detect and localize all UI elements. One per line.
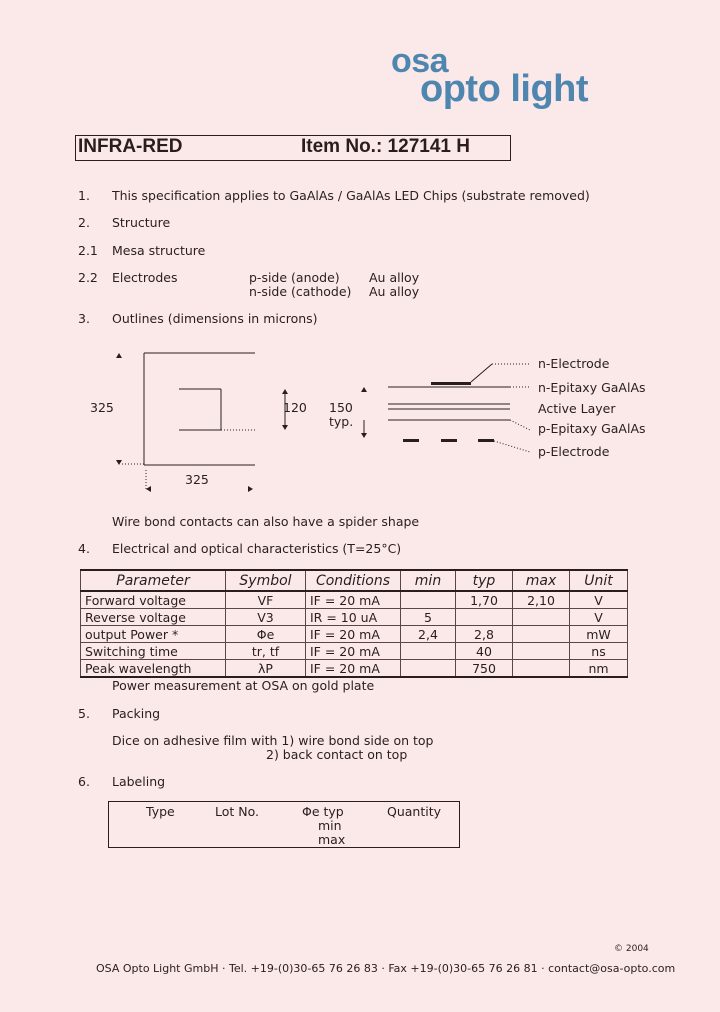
electrode-p-material: Au alloy — [369, 270, 420, 285]
cell-parameter: Reverse voltage — [81, 609, 226, 626]
packing-option-2: 2) back contact on top — [266, 747, 408, 762]
logo-opto-light: opto light — [420, 68, 589, 110]
wire-bond-note: Wire bond contacts can also have a spider shape — [112, 514, 420, 529]
cell-symbol: Φe — [226, 626, 306, 643]
power-note: Power measurement at OSA on gold plate — [112, 678, 375, 693]
logo-osa: osa — [391, 42, 449, 80]
label-min: min — [318, 818, 342, 833]
section-2-text: Structure — [112, 215, 171, 230]
layer-label: Active Layer — [538, 401, 616, 416]
section-2-1-text: Mesa structure — [112, 243, 206, 258]
arrow-up-icon — [116, 353, 122, 358]
dim-325-horizontal: 325 — [185, 472, 209, 487]
category-title: INFRA-RED — [78, 136, 183, 157]
dim-150: 150 — [329, 400, 353, 415]
arrow-up-icon — [361, 387, 367, 392]
dim-typ: typ. — [329, 414, 354, 429]
table-header-row — [81, 570, 628, 591]
section-5-number: 5. — [78, 706, 90, 721]
label-type: Type — [146, 804, 175, 819]
arrow-down-icon — [282, 425, 288, 430]
cell-parameter: output Power * — [81, 626, 226, 643]
cell-symbol: λP — [226, 660, 306, 678]
layer-label: n-Electrode — [538, 356, 610, 371]
table-row — [81, 626, 628, 643]
col-header: min — [401, 570, 456, 591]
cell-symbol: V3 — [226, 609, 306, 626]
cell-min — [401, 643, 456, 660]
section-2-2-number: 2.2 — [78, 270, 98, 285]
p-electrode-segment — [403, 439, 419, 442]
cell-conditions: IF = 20 mA — [306, 660, 401, 678]
label-lot-no: Lot No. — [215, 804, 260, 819]
cell-conditions: IF = 20 mA — [306, 643, 401, 660]
cell-min: 5 — [401, 609, 456, 626]
section-1-text: This specification applies to GaAlAs / GaAlAs LED Chips (substrate removed) — [112, 188, 590, 203]
layer-label: p-Electrode — [538, 444, 610, 459]
cell-parameter: Switching time — [81, 643, 226, 660]
electrode-n-material: Au alloy — [369, 284, 420, 299]
electrode-p-side: p-side (anode) — [249, 270, 340, 285]
p-electrode-segment — [478, 439, 494, 442]
cell-min — [401, 591, 456, 609]
col-header: Parameter — [81, 570, 226, 591]
section-6-text: Labeling — [112, 774, 166, 789]
table-row — [81, 660, 628, 678]
cell-typ — [456, 609, 513, 626]
section-3-text: Outlines (dimensions in microns) — [112, 311, 318, 326]
cell-conditions: IR = 10 uA — [306, 609, 401, 626]
outline-diagram — [0, 340, 720, 500]
cell-min — [401, 660, 456, 678]
section-2-number: 2. — [78, 215, 90, 230]
label-phi-typ: Φe typ — [302, 804, 344, 819]
cell-typ: 2,8 — [456, 626, 513, 643]
cell-unit: nm — [570, 660, 628, 678]
cell-conditions: IF = 20 mA — [306, 626, 401, 643]
p-electrode-segment — [441, 439, 457, 442]
cell-unit: mW — [570, 626, 628, 643]
chip-side-view — [388, 387, 510, 420]
cell-conditions: IF = 20 mA — [306, 591, 401, 609]
col-header: Symbol — [226, 570, 306, 591]
label-max: max — [318, 832, 346, 847]
col-header: typ — [456, 570, 513, 591]
arrow-left-icon — [146, 486, 151, 492]
col-header: Unit — [570, 570, 628, 591]
item-number: Item No.: 127141 H — [301, 136, 470, 157]
electrode-n-side: n-side (cathode) — [249, 284, 352, 299]
cell-parameter: Forward voltage — [81, 591, 226, 609]
n-electrode-bar — [431, 382, 471, 385]
col-header: Conditions — [306, 570, 401, 591]
cell-max — [513, 626, 570, 643]
cell-max — [513, 609, 570, 626]
section-2-2-text: Electrodes — [112, 270, 178, 285]
cell-symbol: tr, tf — [226, 643, 306, 660]
section-2-1-number: 2.1 — [78, 243, 98, 258]
section-4-text: Electrical and optical characteristics (T=25°C) — [112, 541, 402, 556]
table-row — [81, 609, 628, 626]
layer-label: n-Epitaxy GaAlAs — [538, 380, 646, 395]
cell-typ: 1,70 — [456, 591, 513, 609]
characteristics-table — [80, 569, 628, 678]
cell-unit: V — [570, 609, 628, 626]
col-header: max — [513, 570, 570, 591]
cell-typ: 750 — [456, 660, 513, 678]
arrow-down-icon — [116, 460, 122, 465]
cell-unit: ns — [570, 643, 628, 660]
cell-max: 2,10 — [513, 591, 570, 609]
cell-typ: 40 — [456, 643, 513, 660]
dim-120: 120 — [283, 400, 307, 415]
footer-contact: OSA Opto Light GmbH · Tel. +19-(0)30-65 76 26 83 · Fax +19-(0)30-65 76 26 81 · contact@osa-opto.com — [96, 962, 676, 975]
cell-max — [513, 643, 570, 660]
section-1-number: 1. — [78, 188, 90, 203]
arrow-right-icon — [248, 486, 253, 492]
section-6-number: 6. — [78, 774, 90, 789]
dim-325-vertical: 325 — [90, 400, 114, 415]
section-3-number: 3. — [78, 311, 90, 326]
copyright: © 2004 — [614, 944, 649, 954]
chip-top-view — [144, 353, 255, 465]
layer-label: p-Epitaxy GaAlAs — [538, 421, 646, 436]
cell-unit: V — [570, 591, 628, 609]
cell-symbol: VF — [226, 591, 306, 609]
section-4-number: 4. — [78, 541, 90, 556]
section-5-text: Packing — [112, 706, 161, 721]
label-quantity: Quantity — [387, 804, 442, 819]
table-row — [81, 591, 628, 609]
packing-option-1: Dice on adhesive film with 1) wire bond side on top — [112, 733, 434, 748]
cell-max — [513, 660, 570, 678]
table-row — [81, 643, 628, 660]
cell-min: 2,4 — [401, 626, 456, 643]
arrow-up-icon — [282, 389, 288, 394]
cell-parameter: Peak wavelength — [81, 660, 226, 678]
